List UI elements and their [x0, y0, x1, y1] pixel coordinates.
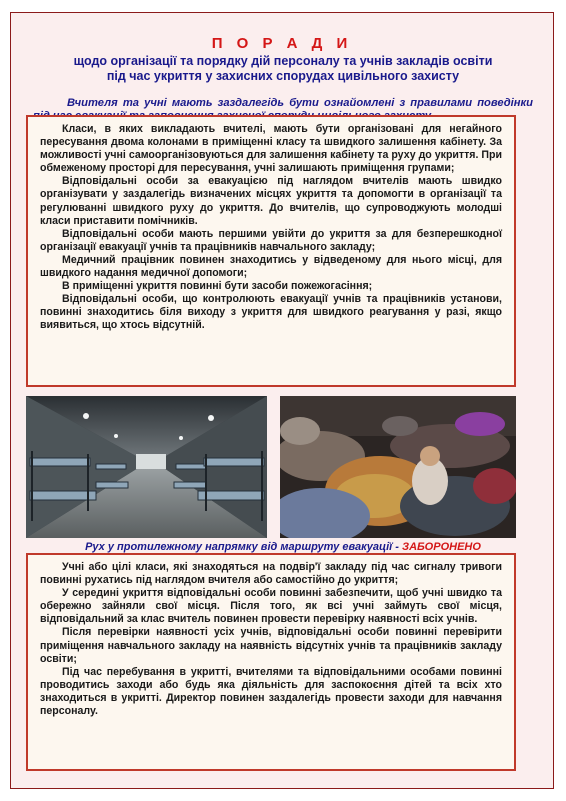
subtitle-line-2: під час укриття у захисних спорудах цивільного захисту — [106, 69, 460, 83]
shelter-rules-box — [26, 553, 516, 771]
forbidden-label: ЗАБОРОНЕНО — [402, 541, 481, 553]
rule-paragraph: Класи, в яких викладають вчителі, мають бути організовані для негайного пересування двома колонами в приміщенні класу та швидкого залишення кабінету. За можливості учні самоорганізовуються для залишення кабінету та руху до укриття. При обмеженому просторі для пересування, учні залишають приміщення групами; — [40, 123, 502, 175]
rule-paragraph: Медичний працівник повинен знаходитись у відведеному для нього місці, для швидкого надання медичної допомоги; — [40, 253, 502, 280]
evacuation-rules-box — [26, 115, 516, 387]
rule-paragraph: Відповідальні особи, що контролюють евакуації учнів та працівників установи, повинні знаходитись біля виходу з укриття для швидкого реагування у разі, якщо виявиться, що хтось відсутній. — [40, 293, 502, 332]
page-title: П О Р А Д И — [211, 35, 353, 52]
people-in-shelter-photo — [280, 396, 516, 538]
rule-paragraph: Під час перебування в укритті, вчителями та відповідальними особами повинні проводитись заходи або будь яка діяльність для заспокоєння дітей та всіх хто знаходиться в укритті. Директор повинен заздалегідь провести заходи для навчання персоналу. — [40, 665, 502, 718]
warning-text: Рух у протилежному напрямку від маршруту евакуації - — [85, 541, 403, 553]
rule-paragraph: Відповідальні особи за евакуацією під наглядом вчителів мають швидко організувати у заздалегідь визначених місцях укриття та допомогти в організації та регулюванні швидкого руху до укриття. До вчителів, що супроводжують молодші класи приставити помічників. — [40, 175, 502, 227]
subtitle-line-1: щодо організації та порядку дій персоналу та учнів закладів освіти — [73, 54, 493, 68]
rule-paragraph: Учні або цілі класи, які знаходяться на подвір'ї закладу під час сигналу тривоги повинні рухатись під наглядом вчителя або самостійно до укриття; — [40, 561, 502, 587]
rule-paragraph: У середині укриття відповідальні особи повинні забезпечити, щоб учні швидко та обережно зайняли свої місця. Після того, як всі учні займуть свої місця, відповідальний за клас вчитель повинен провести перевірку наявності всіх учнів. — [40, 587, 502, 626]
intro-text: Вчителя та учні мають заздалегідь бути ознайомлені з правилами поведінки — [67, 97, 533, 109]
shelter-bunks-photo — [26, 396, 267, 538]
rule-paragraph: В приміщенні укриття повинні бути засоби пожежогасіння; — [62, 280, 373, 293]
page-subtitle — [31, 54, 535, 84]
rule-paragraph: Відповідальні особи мають першими увійти до укриття за для безперешкодної організації евакуації учнів та працівників навчального закладу; — [40, 227, 502, 253]
rule-paragraph: Після перевірки наявності усіх учнів, відповідальні особи повинні перевірити приміщення навчального закладу на наявність відсутніх учнів та працівників закладу освіти; — [40, 626, 502, 665]
evacuation-warning — [0, 541, 566, 553]
